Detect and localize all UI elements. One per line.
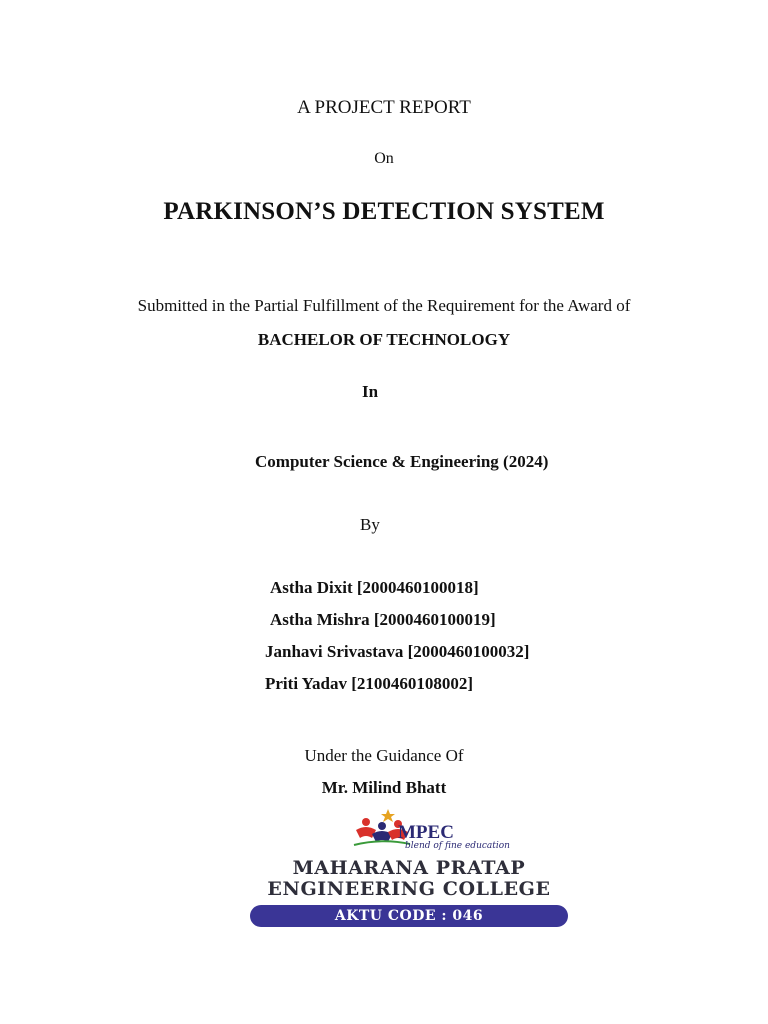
student-name: Priti Yadav [2100460108002] xyxy=(265,674,474,693)
college-name-line1: MAHARANA PRATAP xyxy=(292,857,526,879)
guidance-label: Under the Guidance Of xyxy=(304,746,464,765)
on-label: On xyxy=(374,150,394,167)
college-name-line2: ENGINEERING COLLEGE xyxy=(267,878,551,900)
logo-tagline: blend of fine education xyxy=(405,841,510,851)
report-heading: A PROJECT REPORT xyxy=(297,97,471,118)
student-name: Janhavi Srivastava [2000460100032] xyxy=(265,642,530,661)
project-title: PARKINSON’S DETECTION SYSTEM xyxy=(163,198,605,225)
by-label: By xyxy=(360,515,380,534)
in-label: In xyxy=(362,382,379,401)
branch-name: Computer Science & Engineering (2024) xyxy=(255,452,549,471)
logo-abbreviation: MPEC xyxy=(398,822,454,843)
degree-name: BACHELOR OF TECHNOLOGY xyxy=(257,330,511,349)
aktu-code-badge: AKTU CODE : 046 xyxy=(250,905,568,927)
student-name: Astha Dixit [2000460100018] xyxy=(270,578,479,597)
submission-statement: Submitted in the Partial Fulfillment of the Requirement for the Award of xyxy=(137,296,631,315)
guide-name: Mr. Milind Bhatt xyxy=(321,778,447,797)
student-name: Astha Mishra [2000460100019] xyxy=(270,610,496,629)
